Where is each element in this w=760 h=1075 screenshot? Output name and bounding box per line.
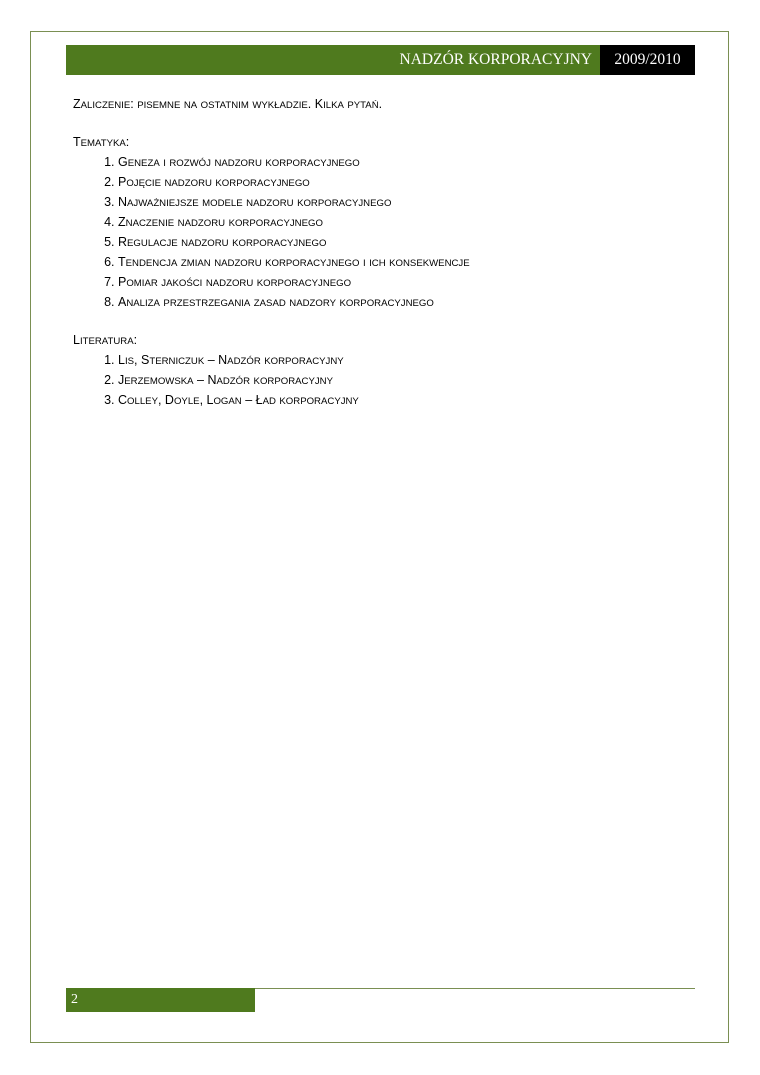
list-item: 2. JERZEMOWSKA – NADZÓR KORPORACYJNY bbox=[118, 371, 693, 391]
literatura-heading: LITERATURA: bbox=[73, 333, 138, 347]
zaliczenie-line: ZALICZENIE: PISEMNE NA OSTATNIM WYKŁADZIE. KILKA PYTAŃ. bbox=[73, 97, 383, 111]
list-item: 1. GENEZA I ROZWÓJ NADZORU KORPORACYJNEGO bbox=[118, 153, 693, 173]
footer-rule bbox=[255, 988, 695, 989]
header-year: 2009/2010 bbox=[600, 45, 695, 75]
header-title: NADZÓR KORPORACYJNY bbox=[399, 51, 592, 68]
list-item: 7. POMIAR JAKOŚCI NADZORU KORPORACYJNEGO bbox=[118, 273, 693, 293]
list-item: 8. ANALIZA PRZESTRZEGANIA ZASAD NADZORY KORPORACYJNEGO bbox=[118, 293, 693, 313]
list-item: 2. POJĘCIE NADZORU KORPORACYJNEGO bbox=[118, 173, 693, 193]
list-item: 6. TENDENCJA ZMIAN NADZORU KORPORACYJNEGO I ICH KONSEKWENCJE bbox=[118, 253, 693, 273]
list-item: 5. REGULACJE NADZORU KORPORACYJNEGO bbox=[118, 233, 693, 253]
document-body bbox=[73, 95, 693, 411]
tematyka-list bbox=[73, 153, 693, 313]
list-item: 4. ZNACZENIE NADZORU KORPORACYJNEGO bbox=[118, 213, 693, 233]
tematyka-heading: TEMATYKA: bbox=[73, 135, 130, 149]
list-item: 3. NAJWAŻNIEJSZE MODELE NADZORU KORPORACYJNEGO bbox=[118, 193, 693, 213]
literatura-list bbox=[73, 351, 693, 411]
footer-bar bbox=[66, 988, 255, 1012]
page-number: 2 bbox=[71, 992, 78, 1007]
list-item: 1. LIS, STERNICZUK – NADZÓR KORPORACYJNY bbox=[118, 351, 693, 371]
list-item: 3. COLLEY, DOYLE, LOGAN – ŁAD KORPORACYJNY bbox=[118, 391, 693, 411]
